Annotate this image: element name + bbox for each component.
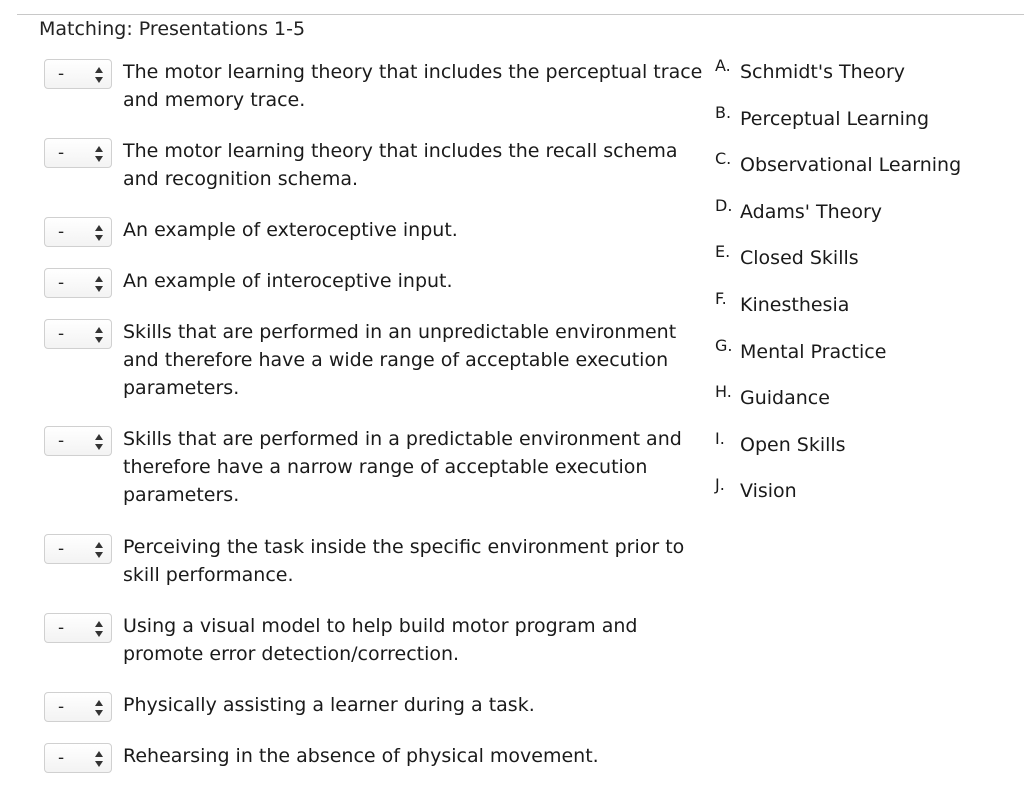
up-down-arrows-icon bbox=[94, 699, 104, 717]
answer-letter: I. bbox=[715, 429, 725, 448]
question-row bbox=[44, 219, 714, 247]
answer-select[interactable] bbox=[44, 613, 112, 643]
answer-select[interactable] bbox=[44, 534, 112, 564]
answer-select[interactable] bbox=[44, 268, 112, 298]
answer-text: Perceptual Learning bbox=[740, 108, 929, 130]
answer-select[interactable] bbox=[44, 319, 112, 349]
answer-letter: B. bbox=[715, 103, 732, 122]
select-value: - bbox=[58, 324, 65, 344]
question-row bbox=[44, 694, 714, 722]
answer-letter: H. bbox=[715, 382, 732, 401]
question-text: Skills that are performed in a predictable environment and therefore have a narrow range of acceptable execution parameters. bbox=[123, 428, 682, 506]
answer-text: Schmidt's Theory bbox=[740, 61, 906, 83]
select-value: - bbox=[58, 748, 65, 768]
select-value: - bbox=[58, 431, 65, 451]
answer-choice bbox=[715, 57, 905, 84]
answer-letter: G. bbox=[715, 336, 733, 355]
up-down-arrows-icon bbox=[94, 145, 104, 163]
select-value: - bbox=[58, 697, 65, 717]
top-divider bbox=[17, 14, 1024, 15]
select-value: - bbox=[58, 618, 65, 638]
answer-letter: F. bbox=[715, 289, 727, 308]
answer-choice bbox=[715, 150, 961, 177]
answer-text: Adams' Theory bbox=[740, 201, 883, 223]
up-down-arrows-icon bbox=[94, 750, 104, 768]
up-down-arrows-icon bbox=[94, 541, 104, 559]
answer-text: Open Skills bbox=[740, 434, 846, 456]
answer-choice bbox=[715, 243, 859, 270]
answer-select[interactable] bbox=[44, 426, 112, 456]
up-down-arrows-icon bbox=[94, 620, 104, 638]
answer-letter: C. bbox=[715, 149, 732, 168]
page-title: Matching: Presentations 1-5 bbox=[39, 18, 306, 40]
question-row bbox=[44, 745, 714, 773]
question-text: Skills that are performed in an unpredictable environment and therefore have a wide range of acceptable execution parameters. bbox=[123, 321, 677, 399]
answer-choice bbox=[715, 337, 886, 364]
up-down-arrows-icon bbox=[94, 326, 104, 344]
answer-select[interactable] bbox=[44, 692, 112, 722]
answer-text: Kinesthesia bbox=[740, 294, 850, 316]
question-text: Perceiving the task inside the specific environment prior to skill performance. bbox=[123, 536, 685, 586]
up-down-arrows-icon bbox=[94, 433, 104, 451]
answer-select[interactable] bbox=[44, 743, 112, 773]
question-text: An example of exteroceptive input. bbox=[123, 219, 458, 241]
answer-choice bbox=[715, 430, 846, 457]
question-row bbox=[44, 615, 714, 668]
select-value: - bbox=[58, 222, 65, 242]
question-text: Using a visual model to help build motor program and promote error detection/correction. bbox=[123, 615, 638, 665]
answer-text: Observational Learning bbox=[740, 154, 962, 176]
answer-choice bbox=[715, 197, 882, 224]
select-value: - bbox=[58, 273, 65, 293]
select-value: - bbox=[58, 143, 65, 163]
up-down-arrows-icon bbox=[94, 66, 104, 84]
question-row bbox=[44, 270, 714, 298]
answer-text: Mental Practice bbox=[740, 341, 887, 363]
question-row bbox=[44, 61, 714, 114]
question-row bbox=[44, 140, 714, 193]
answer-choice bbox=[715, 290, 849, 317]
answer-choice bbox=[715, 383, 830, 410]
answer-text: Guidance bbox=[740, 387, 830, 409]
answer-select[interactable] bbox=[44, 217, 112, 247]
answer-select[interactable] bbox=[44, 59, 112, 89]
question-text: Physically assisting a learner during a task. bbox=[123, 694, 535, 716]
question-text: The motor learning theory that includes the recall schema and recognition schema. bbox=[123, 140, 678, 190]
up-down-arrows-icon bbox=[94, 275, 104, 293]
question-row bbox=[44, 428, 714, 509]
select-value: - bbox=[58, 64, 65, 84]
question-text: The motor learning theory that includes the perceptual trace and memory trace. bbox=[123, 61, 703, 111]
answer-letter: E. bbox=[715, 242, 731, 261]
question-text: An example of interoceptive input. bbox=[123, 270, 453, 292]
answer-choice bbox=[715, 476, 797, 503]
up-down-arrows-icon bbox=[94, 224, 104, 242]
select-value: - bbox=[58, 539, 65, 559]
answer-text: Closed Skills bbox=[740, 247, 859, 269]
question-row bbox=[44, 536, 714, 589]
answer-letter: D. bbox=[715, 196, 733, 215]
question-row bbox=[44, 321, 714, 402]
answer-letter: J. bbox=[715, 475, 725, 494]
question-text: Rehearsing in the absence of physical movement. bbox=[123, 745, 599, 767]
answer-text: Vision bbox=[740, 480, 797, 502]
answer-choice bbox=[715, 104, 929, 131]
answer-select[interactable] bbox=[44, 138, 112, 168]
answer-letter: A. bbox=[715, 56, 731, 75]
